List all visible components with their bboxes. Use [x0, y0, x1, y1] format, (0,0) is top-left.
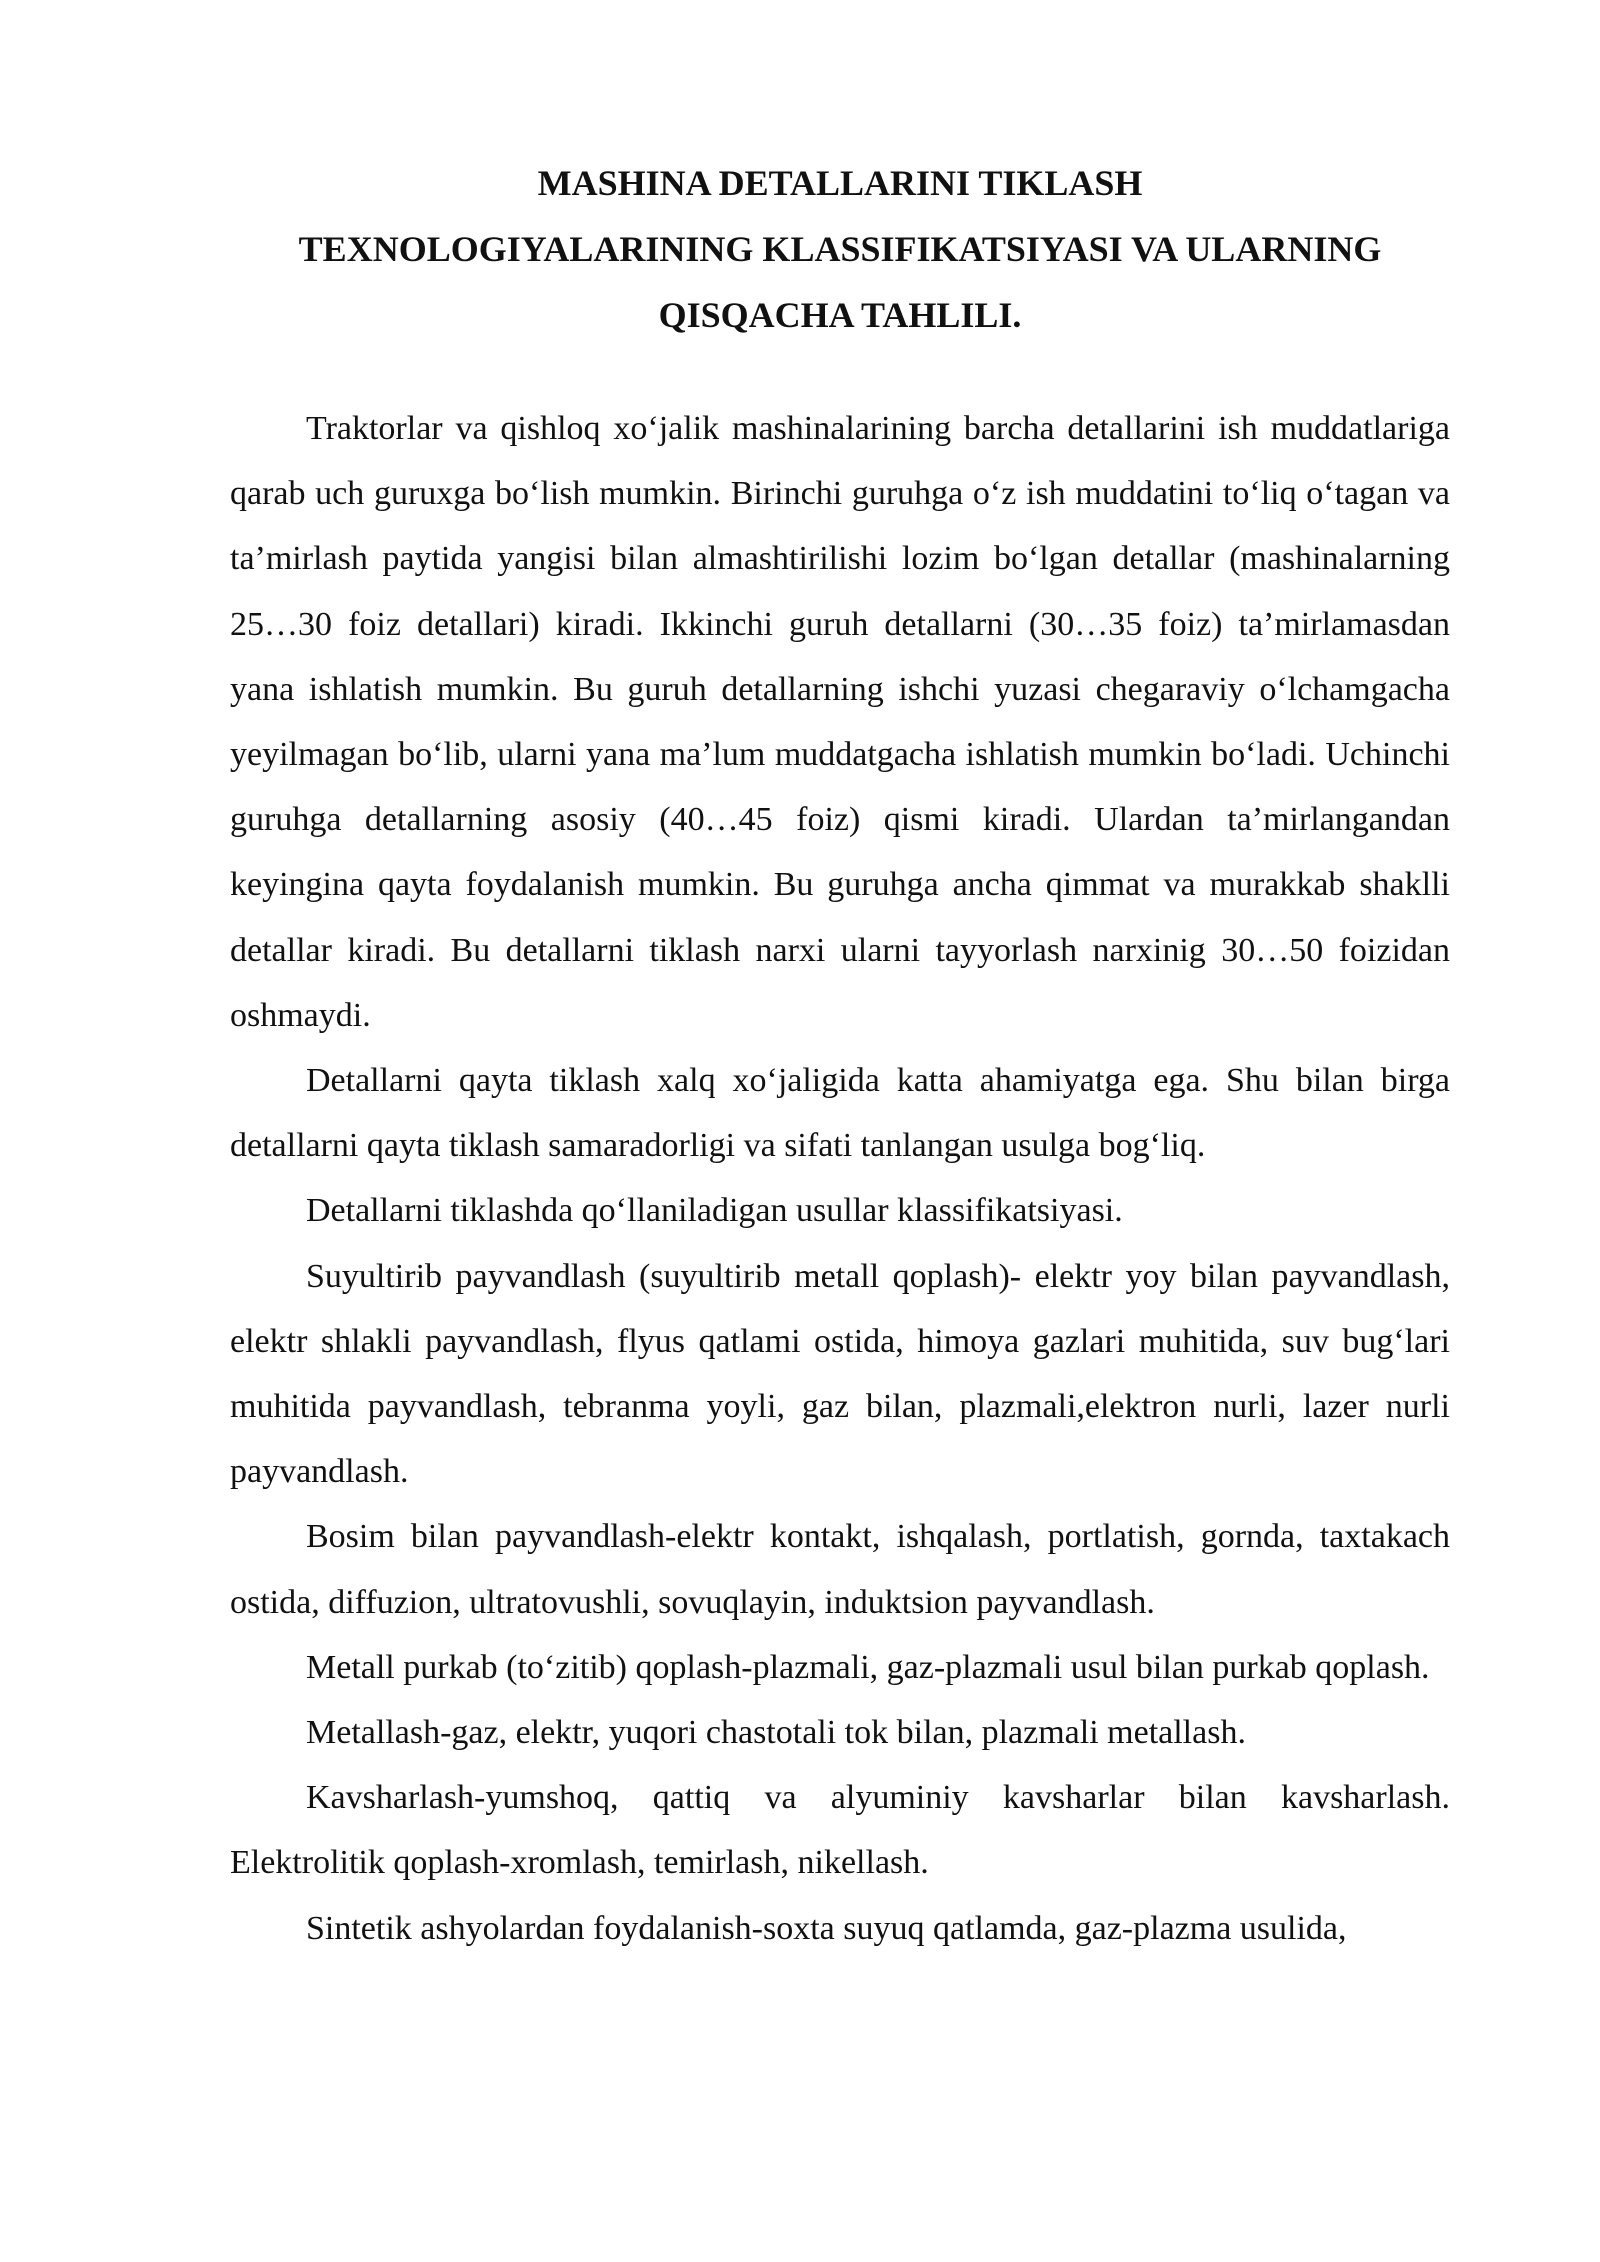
paragraph-metallization: Metallash-gaz, elektr, yuqori chastotali tok bilan, plazmali metallash.	[306, 1714, 1246, 1752]
paragraph-detail-groups: Traktorlar va qishloq xo‘jalik mashinalarining barcha detallarini ish muddatlariga qarab uch guruxga bo‘lish mumkin. Birinchi guruhga o‘z ish muddatini to‘liq o‘tagan va ta’mirlash paytida yangisi bilan almashtirilishi lozim bo‘lgan detallar (mashinalarning 25…30 foiz detallari) kiradi. Ikkinchi guruh detallarni (30…35 foiz) ta’mirlamasdan yana ishlatish mumkin. Bu guruh detallarning ishchi yuzasi chegaraviy o‘lchamgacha yeyilmagan bo‘lib, ularni yana ma’lum muddatgacha ishlatish mumkin bo‘ladi. Uchinchi guruhga detallarning asosiy (40…45 foiz) qismi kiradi. Ulardan ta’mirlangandan keyingina qayta foydalanish mumkin. Bu guruhga ancha qimmat va murakkab shaklli detallar kiradi. Bu detallarni tiklash narxi ularni tayyorlash narxinig 30…50 foizidan oshmaydi.	[230, 410, 1450, 1034]
paragraph-metal-spraying: Metall purkab (to‘zitib) qoplash-plazmali, gaz-plazmali usul bilan purkab qoplash.	[306, 1648, 1430, 1686]
paragraph-classification-heading: Detallarni tiklashda qo‘llaniladigan usullar klassifikatsiyasi.	[306, 1192, 1123, 1230]
paragraph-restoration-importance: Detallarni qayta tiklash xalq xo‘jaligida katta ahamiyatga ega. Shu bilan birga detallarni qayta tiklash samaradorligi va sifati tanlangan usulga bog‘liq.	[230, 1062, 1450, 1165]
document-title	[230, 150, 1450, 348]
paragraph-pressure-welding: Bosim bilan payvandlash-elektr kontakt, ishqalash, portlatish, gornda, taxtakach ostida, diffuzion, ultratovushli, sovuqlayin, induktsion payvandlash.	[230, 1518, 1450, 1621]
paragraph-soldering: Kavsharlash-yumshoq, qattiq va alyuminiy kavsharlar bilan kavsharlash. Elektrolitik qoplash-xromlash, temirlash, nikellash.	[230, 1779, 1450, 1882]
title-line-3: QISQACHA TAHLILI.	[658, 295, 1022, 335]
title-line-2: TEXNOLOGIYALARINING KLASSIFIKATSIYASI VA ULARNING	[298, 229, 1382, 269]
document-body	[230, 396, 1450, 1961]
title-line-1: MASHINA DETALLARINI TIKLASH	[537, 163, 1143, 203]
paragraph-synthetic-materials: Sintetik ashyolardan foydalanish-soxta suyuq qatlamda, gaz-plazma usulida,	[306, 1909, 1347, 1947]
paragraph-fusion-welding: Suyultirib payvandlash (suyultirib metall qoplash)- elektr yoy bilan payvandlash, elektr shlakli payvandlash, flyus qatlami ostida, himoya gazlari muhitida, suv bug‘lari muhitida payvandlash, tebranma yoyli, gaz bilan, plazmali,elektron nurli, lazer nurli payvandlash.	[230, 1257, 1450, 1491]
